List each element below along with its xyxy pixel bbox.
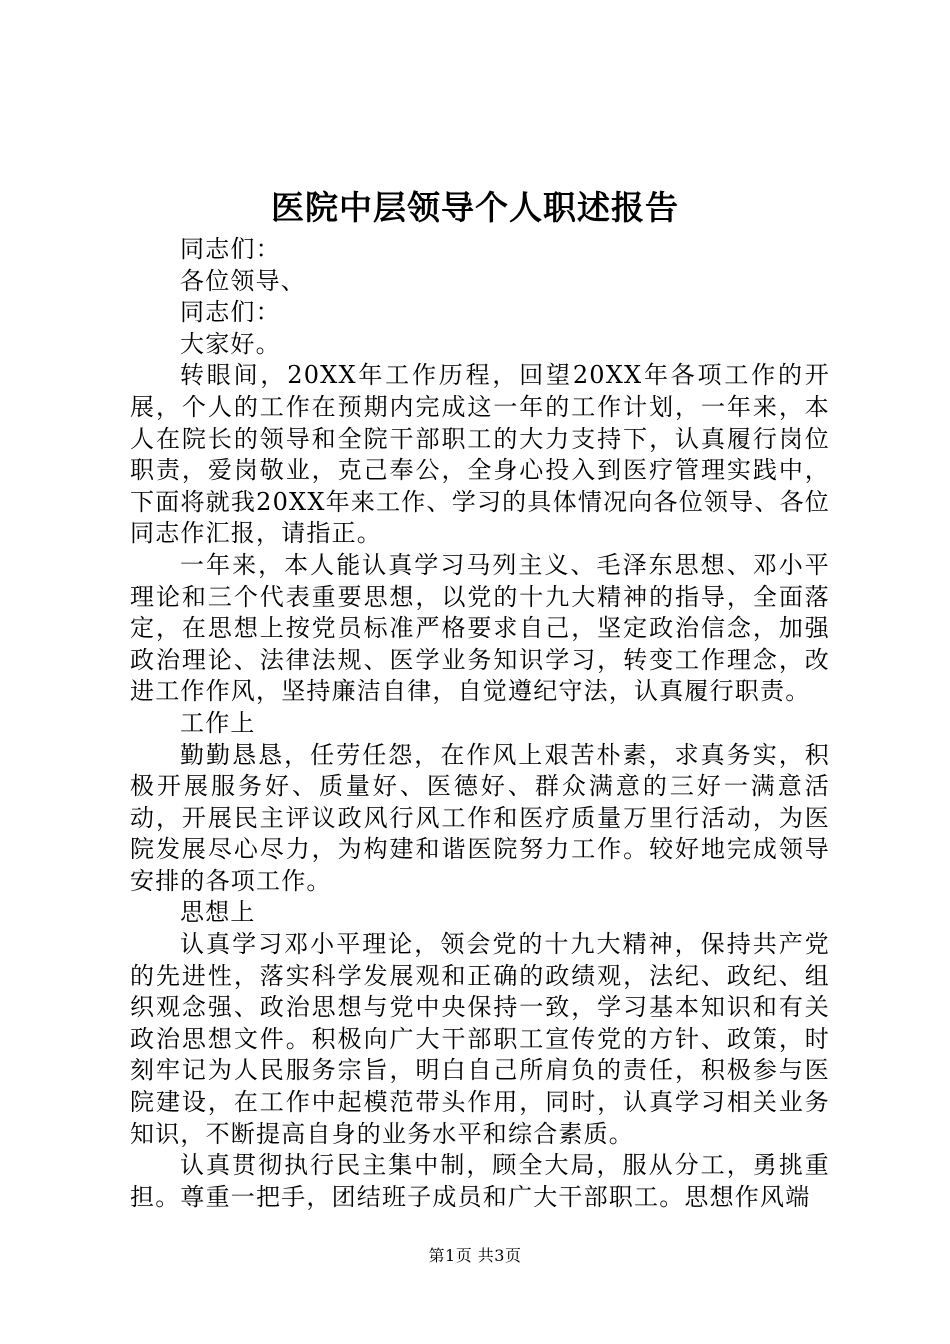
paragraph-greeting-2: 各位领导、 <box>180 266 306 295</box>
paragraph-greeting-4: 大家好。 <box>180 329 281 358</box>
paragraph-greeting-1: 同志们： <box>180 235 281 263</box>
section-heading-thought: 思想上 <box>180 898 256 927</box>
document-title: 医院中层领导个人职述报告 <box>271 188 679 227</box>
paragraph-intro: 转眼间，20XX年工作历程，回望20XX年各项工作的开展，个人的工作在预期内完成这一年的工作计划，一年来，本人在院长的领导和全院干部职工的大力支持下，认真履行岗位职责，爱岗敬业，克己奉公，全身心投入到医疗管理实践中，下面将就我20XX年来工作、学习的具体情况向各位领导、各位同志作汇报，请指正。 <box>130 361 830 548</box>
paragraph-study: 一年来，本人能认真学习马列主义、毛泽东思想、邓小平理论和三个代表重要思想，以党的十九大精神的指导，全面落定，在思想上按党员标准严格要求自己，坚定政治信念，加强政治理论、法律法规、医学业务知识学习，转变工作理念，改进工作作风，坚持廉洁自律，自觉遵纪守法，认真履行职责。 <box>130 550 830 706</box>
document-body <box>130 234 830 1213</box>
paragraph-work: 勤勤恳恳，任劳任怨，在作风上艰苦朴素，求真务实，积极开展服务好、质量好、医德好、群众满意的三好一满意活动，开展民主评议政风行风工作和医疗质量万里行活动，为医院发展尽心尽力，为构建和谐医院努力工作。较好地完成领导安排的各项工作。 <box>130 740 830 895</box>
paragraph-greeting-3: 同志们： <box>180 298 281 327</box>
section-heading-work: 工作上 <box>180 708 256 737</box>
page-footer: 第1页 共3页 <box>428 1246 522 1265</box>
paragraph-democracy: 认真贯彻执行民主集中制，顾全大局，服从分工，勇挑重担。尊重一把手，团结班子成员和广大干部职工。思想作风端 <box>130 1151 830 1211</box>
paragraph-thought: 认真学习邓小平理论，领会党的十九大精神，保持共产党的先进性，落实科学发展观和正确的政绩观，法纪、政纪、组织观念强、政治思想与党中央保持一致，学习基本知识和有关政治思想文件。积极向广大干部职工宣传党的方针、政策，时刻牢记为人民服务宗旨，明白自己所肩负的责任，积极参与医院建设，在工作中起模范带头作用，同时，认真学习相关业务知识，不断提高自身的业务水平和综合素质。 <box>130 930 830 1148</box>
